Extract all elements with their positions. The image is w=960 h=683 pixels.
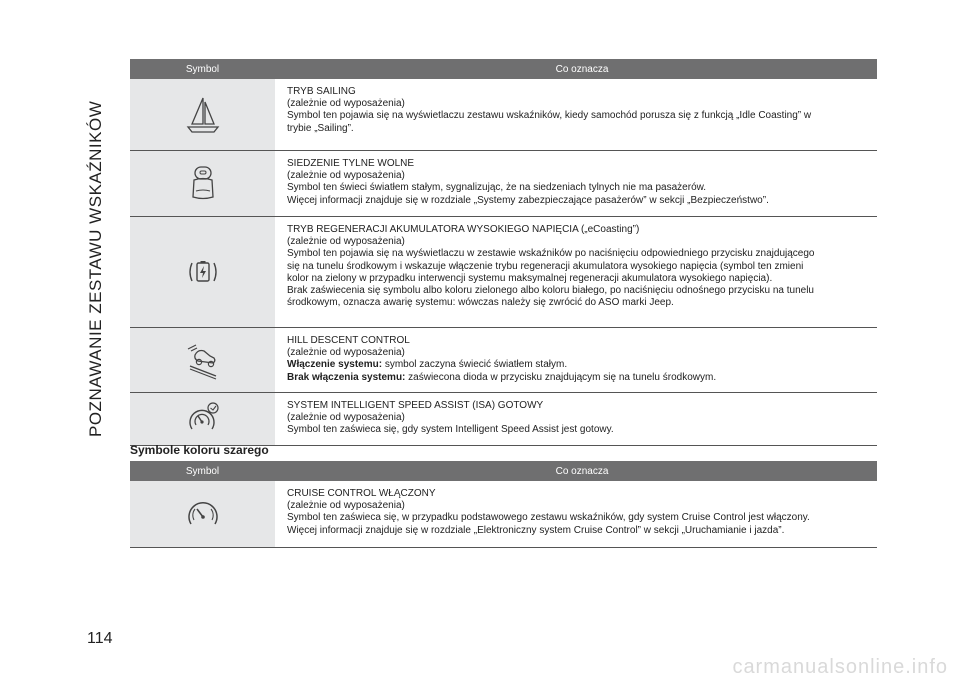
availability-note: (zależnie od wyposażenia) bbox=[287, 98, 405, 110]
watermark: carmanualsonline.info bbox=[732, 656, 948, 678]
table-header bbox=[130, 461, 877, 481]
speed-assist-icon bbox=[182, 398, 224, 440]
description-text bbox=[287, 372, 877, 384]
description-text: się na tunelu środkowym i wskazuje włączenie trybu regeneracji akumulatora wysokiego napięcia (symbol ten zmieni bbox=[287, 260, 804, 272]
table-row bbox=[130, 217, 877, 328]
table-row bbox=[130, 79, 877, 151]
meaning-cell bbox=[275, 481, 877, 547]
symbol-title: TRYB REGENERACJI AKUMULATORA WYSOKIEGO NAPIĘCIA („eCoasting”) bbox=[287, 224, 640, 235]
description-text: Więcej informacji znajduje się w rozdziale „Elektroniczny system Cruise Control” w sekcji „Uruchamianie i jazda”. bbox=[287, 524, 785, 536]
description-text: Symbol ten zaświeca się, w przypadku podstawowego zestawu wskaźników, gdy system Cruise Control jest włączony. bbox=[287, 512, 810, 524]
symbol-title: SYSTEM INTELLIGENT SPEED ASSIST (ISA) GOTOWY bbox=[287, 400, 544, 411]
description-text: Symbol ten zaświeca się, gdy system Intelligent Speed Assist jest gotowy. bbox=[287, 424, 614, 436]
symbol-cell bbox=[130, 328, 275, 392]
header-meaning: Co oznacza bbox=[555, 465, 609, 477]
page-number: 114 bbox=[87, 630, 113, 647]
description-text: Brak zaświecenia się symbolu albo koloru zielonego albo koloru białego, po naciśnięciu odnośnego przycisku na tunelu bbox=[287, 285, 814, 297]
symbol-title: TRYB SAILING bbox=[287, 86, 356, 97]
side-chapter-title: POZNAWANIE ZESTAWU WSKAŹNIKÓW bbox=[86, 100, 105, 437]
description-text: Symbol ten pojawia się na wyświetlaczu zestawu wskaźników, kiedy samochód porusza się z funkcją „Idle Coasting” w bbox=[287, 110, 812, 122]
description-text: kolor na zielony w przypadku interwencji systemu maksymalnej regeneracji akumulatora wysokiego napięcia). bbox=[287, 272, 773, 284]
table-row bbox=[130, 481, 877, 548]
symbol-cell bbox=[130, 79, 275, 150]
symbol-title: SIEDZENIE TYLNE WOLNE bbox=[287, 158, 415, 169]
table-header bbox=[130, 59, 877, 79]
description-value: symbol zaczyna świecić światłem stałym. bbox=[384, 359, 568, 371]
availability-note: (zależnie od wyposażenia) bbox=[287, 412, 405, 424]
symbol-title: HILL DESCENT CONTROL bbox=[287, 335, 410, 346]
symbol-cell bbox=[130, 151, 275, 216]
meaning-cell bbox=[275, 393, 877, 445]
symbol-cell bbox=[130, 481, 275, 547]
availability-note: (zależnie od wyposażenia) bbox=[287, 347, 405, 359]
description-text: trybie „Sailing”. bbox=[287, 122, 354, 134]
description-text: środkowym, oznacza awarię systemu: wówczas należy się zwrócić do ASO marki Jeep. bbox=[287, 297, 674, 309]
availability-note: (zależnie od wyposażenia) bbox=[287, 170, 405, 182]
description-text bbox=[287, 359, 877, 371]
meaning-cell bbox=[275, 151, 877, 216]
header-meaning: Co oznacza bbox=[555, 63, 609, 75]
table-row bbox=[130, 328, 877, 393]
description-text: Symbol ten świeci światłem stałym, sygnalizując, że na siedzeniach tylnych nie ma pasażerów. bbox=[287, 182, 707, 194]
table-row bbox=[130, 393, 877, 446]
section-heading: Symbole koloru szarego bbox=[130, 443, 269, 457]
symbol-cell bbox=[130, 393, 275, 445]
hill-descent-icon bbox=[182, 339, 224, 381]
availability-note: (zależnie od wyposażenia) bbox=[287, 236, 405, 248]
label-bold: Włączenie systemu: bbox=[287, 359, 383, 371]
rear-seat-icon bbox=[182, 163, 224, 205]
table-row bbox=[130, 151, 877, 217]
description-text: Symbol ten pojawia się na wyświetlaczu w zestawie wskaźników po naciśnięciu odpowiedniego przycisku znajdującego bbox=[287, 248, 815, 260]
symbol-cell bbox=[130, 217, 275, 327]
header-symbol: Symbol bbox=[185, 63, 220, 75]
description-text: Więcej informacji znajduje się w rozdziale „Systemy zabezpieczające pasażerów” w sekcji „Bezpieczeństwo”. bbox=[287, 194, 769, 206]
header-symbol: Symbol bbox=[185, 465, 220, 477]
meaning-cell bbox=[275, 328, 877, 392]
meaning-cell bbox=[275, 217, 877, 327]
label-bold: Brak włączenia systemu: bbox=[287, 371, 406, 383]
meaning-cell bbox=[275, 79, 877, 150]
ecoasting-battery-icon bbox=[182, 251, 224, 293]
symbol-title: CRUISE CONTROL WŁĄCZONY bbox=[287, 488, 436, 499]
sailboat-icon bbox=[182, 94, 224, 136]
description-value: zaświecona dioda w przycisku znajdującym się na tunelu środkowym. bbox=[408, 371, 717, 383]
availability-note: (zależnie od wyposażenia) bbox=[287, 500, 405, 512]
symbols-table bbox=[130, 461, 877, 548]
speedometer-icon bbox=[182, 493, 224, 535]
symbols-table bbox=[130, 59, 877, 446]
